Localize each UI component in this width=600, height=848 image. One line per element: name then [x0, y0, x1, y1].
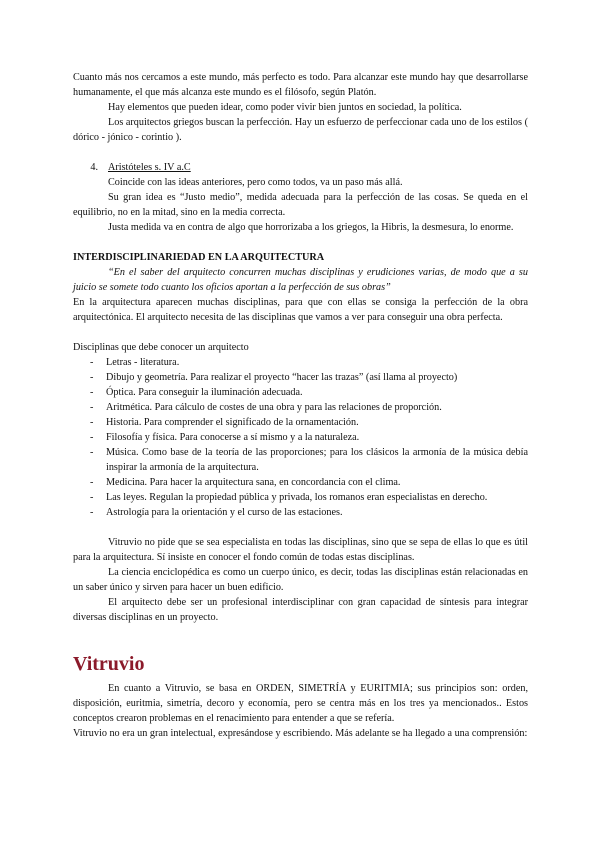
list-item [73, 445, 528, 475]
vitruvio-quote: “En el saber del arquitecto concurren muchas disciplinas y erudiciones varias, de modo que a su juicio se somete todo cuanto los oficios aportan a la perfección de sus obras” [73, 267, 528, 293]
list-item [73, 400, 528, 415]
interdisciplinariedad-heading: INTERDISCIPLINARIEDAD EN LA ARQUITECTURA [73, 252, 325, 263]
vitruvio-section-paragraph-1: En cuanto a Vitruvio, se basa en ORDEN, SIMETRÍA y EURITMIA; sus principios son: orden, disposición, euritmia, simetría, decoro y economía, pero se centra más en los tres ya mencionados.. Estos conceptos crearon problemas en el renacimiento para entender a que se refería. [73, 683, 528, 724]
list-item-text: Aritmética. Para cálculo de costes de una obra y para las relaciones de proporción. [106, 402, 442, 413]
intro-paragraph-2: Hay elementos que pueden idear, como poder vivir bien juntos en sociedad, la política. [108, 102, 462, 113]
intro-paragraph-1: Cuanto más nos cercamos a este mundo, más perfecto es todo. Para alcanzar este mundo hay que desarrollarse humanamente, el que más alcanza este mundo es el filósofo, según Platón. [73, 72, 528, 98]
disciplinas-intro: Disciplinas que debe conocer un arquitecto [73, 342, 249, 353]
list-item-text: Letras - literatura. [106, 357, 180, 368]
list-bullet: - [90, 477, 94, 488]
vitruvio-paragraph-3: El arquitecto debe ser un profesional interdisciplinar con gran capacidad de síntesis para integrar diversas disciplinas en un proyecto. [73, 597, 528, 623]
vitruvio-paragraph-1: Vitruvio no pide que se sea especialista en todas las disciplinas, sino que se sepa de ellas lo que es útil para la arquitectura. Sí insiste en conocer el fondo común de todas estas disciplinas. [73, 537, 528, 563]
document-body [73, 70, 528, 741]
list-bullet: - [90, 507, 94, 518]
list-item-text: Dibujo y geometría. Para realizar el proyecto “hacer las trazas” (así llama al proyecto) [106, 372, 458, 383]
list-number: 4. [90, 162, 98, 173]
list-bullet: - [90, 387, 94, 398]
aristoteles-paragraph-1: Coincide con las ideas anteriores, pero como todos, va un paso más allá. [108, 177, 403, 188]
list-item-text: Astrología para la orientación y el curso de las estaciones. [106, 507, 343, 518]
list-item [73, 475, 528, 490]
aristoteles-list-item [73, 160, 528, 175]
list-item [73, 355, 528, 370]
list-item-text: Medicina. Para hacer la arquitectura sana, en concordancia con el clima. [106, 477, 401, 488]
list-bullet: - [90, 372, 94, 383]
list-item-text: Historia. Para comprender el significado de la ornamentación. [106, 417, 359, 428]
interdisciplinariedad-paragraph: En la arquitectura aparecen muchas disciplinas, para que con ellas se consiga la perfección de la obra arquitectónica. El arquitecto necesita de las disciplinas que vamos a ver para conseguir una obra perfecta. [73, 297, 528, 323]
intro-paragraph-3: Los arquitectos griegos buscan la perfección. Hay un esfuerzo de perfeccionar cada uno de los estilos ( dórico - jónico - corintio ). [73, 117, 528, 143]
aristoteles-title: Aristóteles s. IV a.C [108, 162, 191, 173]
list-bullet: - [90, 357, 94, 368]
list-item [73, 505, 528, 520]
list-bullet: - [90, 447, 94, 458]
list-item [73, 370, 528, 385]
list-item-text: Óptica. Para conseguir la iluminación adecuada. [106, 387, 303, 398]
aristoteles-paragraph-3: Justa medida va en contra de algo que horrorizaba a los griegos, la Hibris, la desmesura, lo enorme. [108, 222, 514, 233]
list-item [73, 415, 528, 430]
list-item-text: Música. Como base de la teoría de las proporciones; para los clásicos la armonía de la música debía inspirar la armonía de la arquitectura. [106, 447, 528, 473]
vitruvio-paragraph-2: La ciencia enciclopédica es como un cuerpo único, es decir, todas las disciplinas están relacionadas en un saber único y sirven para hacer un buen edificio. [73, 567, 528, 593]
disciplinas-list [73, 355, 528, 520]
list-bullet: - [90, 402, 94, 413]
list-item [73, 490, 528, 505]
vitruvio-heading: Vitruvio [73, 653, 145, 675]
list-bullet: - [90, 432, 94, 443]
list-item-text: Filosofía y física. Para conocerse a sí mismo y a la naturaleza. [106, 432, 360, 443]
vitruvio-section-paragraph-2: Vitruvio no era un gran intelectual, expresándose y escribiendo. Más adelante se ha llegado a una comprensión: [73, 728, 528, 739]
list-item [73, 385, 528, 400]
list-bullet: - [90, 492, 94, 503]
aristoteles-paragraph-2: Su gran idea es “Justo medio”, medida adecuada para la perfección de las cosas. Se queda en el equilibrio, no en la mitad, sino en la media correcta. [73, 192, 528, 218]
list-item-text: Las leyes. Regulan la propiedad pública y privada, los romanos eran especialistas en derecho. [106, 492, 488, 503]
list-bullet: - [90, 417, 94, 428]
list-item [73, 430, 528, 445]
